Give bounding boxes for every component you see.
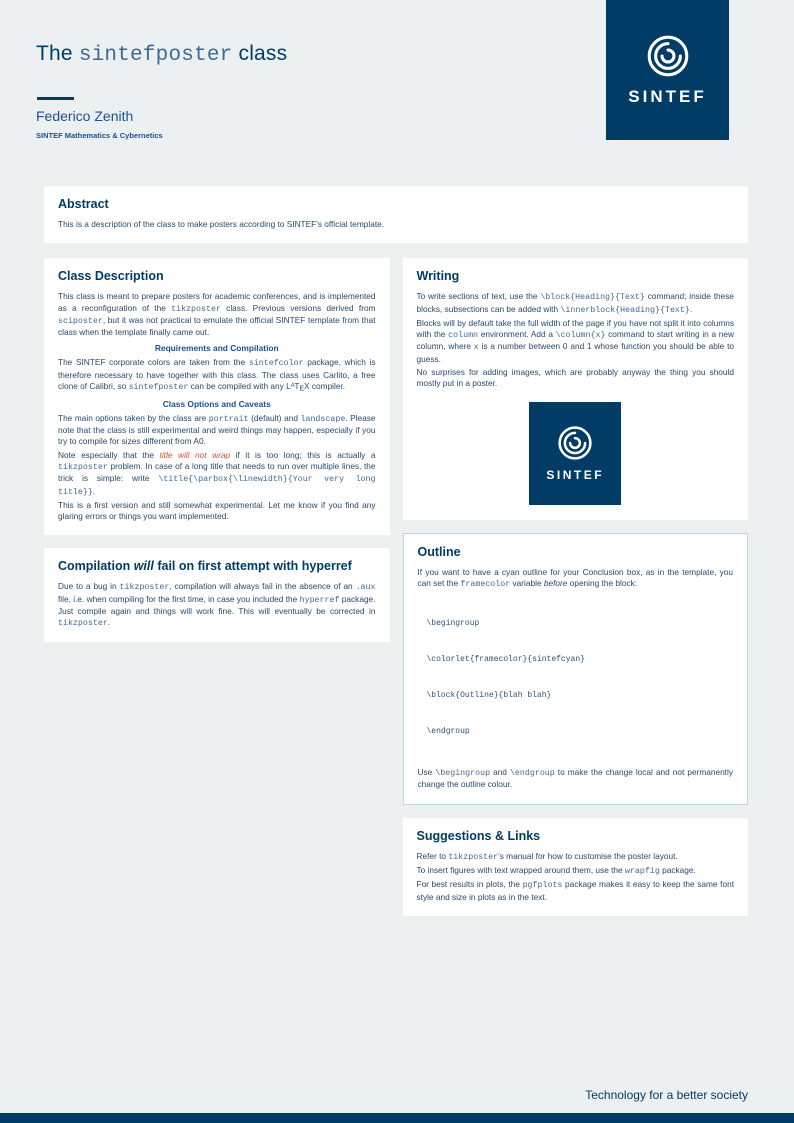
suggestions-heading: Suggestions & Links: [416, 828, 541, 843]
sintef-logo: [606, 0, 729, 140]
class-description-heading: Class Description: [58, 269, 164, 284]
title-divider: [37, 97, 74, 100]
sintef-swirl-icon: [646, 34, 690, 78]
content-columns: [44, 258, 748, 916]
outline-heading: Outline: [417, 544, 461, 559]
sintef-logo-text: SINTEF: [546, 467, 605, 482]
abstract-body: This is a description of the class to make posters according to SINTEF's official template.: [58, 219, 385, 229]
outline-box: [403, 533, 749, 805]
paragraph: Note especially that the title will not wrap if it is too long; this is actually a tikzposter problem. In case of a long title that needs to run over multiple lines, the trick is simple: write \title{\parbox{\linewidth}{Your very long title}}.: [58, 449, 376, 497]
code-line: \colorlet{framecolor}{sintefcyan}: [426, 655, 585, 665]
subheading-requirements: Requirements and Compilation: [154, 343, 279, 354]
right-column: [403, 258, 749, 916]
paragraph: Blocks will by default take the full width of the page if you have not split it into columns with the column environment. Add a \column{x} command to start writing in a new column, where x is a number between 0 and 1 whose function you should be able to guess.: [416, 317, 735, 364]
footer-bar: [0, 1113, 794, 1123]
code-block: [427, 594, 734, 762]
subheading-options: Class Options and Caveats: [162, 398, 271, 409]
poster-body: [44, 186, 748, 916]
writing-heading: Writing: [416, 269, 460, 284]
code-line: \block{Outline}{blah blah}: [426, 691, 552, 701]
poster-title: The sintefposter class: [36, 42, 288, 67]
code-line: \begingroup: [426, 619, 480, 629]
author-affiliation: SINTEF Mathematics & Cybernetics: [36, 131, 163, 140]
paragraph: To write sections of text, use the \block{Heading}{Text} command; inside these blocks, subsections can be added with \innerblock{Heading}{Text}.: [416, 291, 734, 315]
paragraph: To insert figures with text wrapped around them, use the wrapfig package.: [416, 864, 696, 876]
suggestions-box: [403, 818, 749, 916]
paragraph: Use \begingroup and \endgroup to make the change local and not permanently change the outline colour.: [417, 767, 733, 790]
poster-header: [0, 0, 794, 150]
paragraph: No surprises for adding images, which are probably anyway the thing you should mostly put in a poster.: [416, 366, 734, 389]
code-line: \endgroup: [426, 727, 470, 737]
paragraph: The SINTEF corporate colors are taken from the sintefcolor package, which is therefore necessary to have together with this class. The class uses Carlito, a free clone of Calibri, so sintefposter can be compiled with any $L^ATEX$ compiler.: [58, 357, 376, 393]
paragraph: For best results in plots, the pgfplots package makes it easy to keep the same font style and size in plots as in the text.: [416, 879, 734, 902]
footer-slogan: Technology for a better society: [585, 1088, 748, 1102]
paragraph: This is a first version and still somewhat experimental. Let me know if you find any glaring errors or things you want implemented.: [58, 499, 376, 522]
paragraph: Due to a bug in tikzposter, compilation will always fail in the absence of an .aux file, i.e. when compiling for the first time, in case you included the hyperref package. Just compile again and things will work fine. This will eventually be corrected in tikzposter.: [58, 581, 376, 629]
compilation-heading: Compilation will fail on first attempt with hyperref: [58, 559, 352, 574]
writing-box: [403, 258, 749, 519]
compilation-box: [44, 548, 390, 642]
paragraph: This class is meant to prepare posters for academic conferences, and is implemented as a reconfiguration of the tikzposter class. Previous versions derived from sciposter, but it was not practical to emulate the official SINTEF template from that class when the template finally came out.: [58, 291, 376, 338]
author-name: Federico Zenith: [36, 108, 134, 124]
sintef-swirl-icon: [557, 425, 593, 461]
abstract-heading: Abstract: [58, 197, 109, 211]
sintef-logo-figure: [529, 402, 621, 505]
paragraph: If you want to have a cyan outline for your Conclusion box, as in the template, you can set the framecolor variable before opening the block:: [417, 566, 733, 589]
paragraph: Refer to tikzposter's manual for how to customise the poster layout.: [416, 850, 678, 862]
paragraph: The main options taken by the class are portrait (default) and landscape. Please note that the class is still experimental and weird things may happen, especially if you try to compile for sizes different from A0.: [58, 412, 376, 447]
abstract-box: [44, 186, 748, 243]
left-column: [44, 258, 390, 642]
class-description-box: [44, 258, 390, 535]
sintef-logo-text: SINTEF: [628, 86, 707, 106]
